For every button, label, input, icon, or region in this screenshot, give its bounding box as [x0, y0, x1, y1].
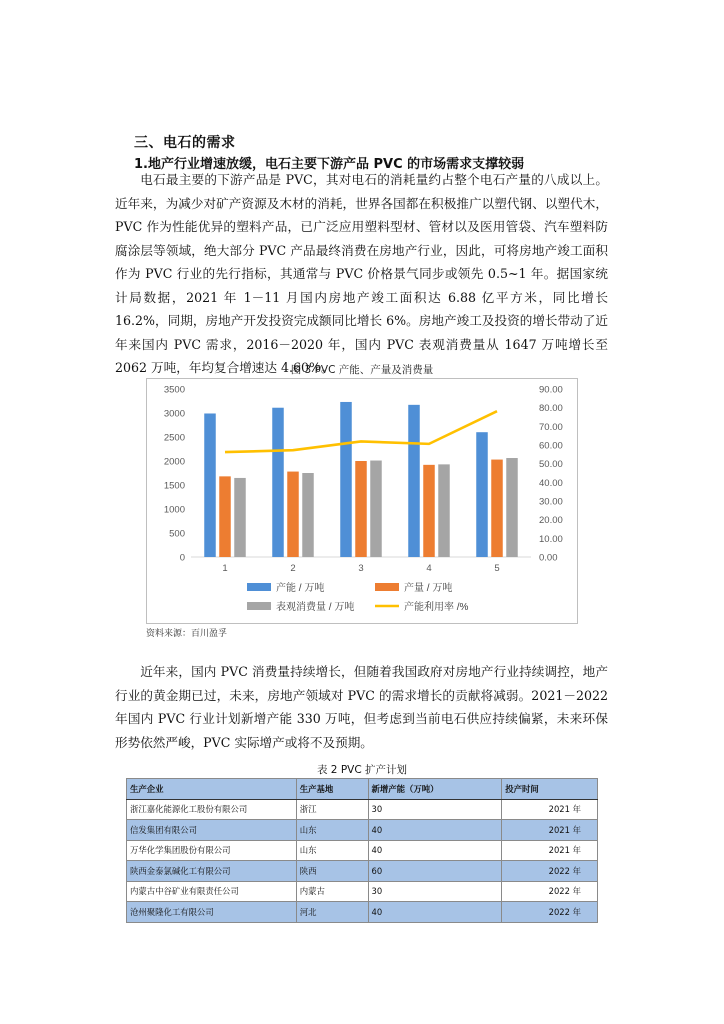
utilization-line — [225, 411, 497, 452]
cell-base: 山东 — [296, 840, 368, 861]
left-axis-tick-label: 500 — [169, 528, 185, 540]
x-axis-tick-label: 4 — [426, 563, 432, 574]
cell-capacity: 30 — [368, 799, 502, 820]
legend-label-4: 产能利用率 /% — [404, 602, 469, 613]
right-axis-tick-label: 20.00 — [539, 515, 563, 527]
bar-2-cat-3 — [355, 461, 367, 557]
x-axis-tick-label: 1 — [222, 563, 228, 574]
cell-company: 沧州聚隆化工有限公司 — [127, 902, 297, 923]
bar-3-cat-1 — [234, 478, 246, 557]
right-axis-tick-label: 30.00 — [539, 496, 563, 508]
bar-3-cat-4 — [438, 464, 450, 557]
table-header-row — [127, 779, 598, 800]
bar-2-cat-5 — [491, 460, 503, 557]
bar-3-cat-5 — [506, 458, 518, 557]
right-axis-tick-label: 10.00 — [539, 533, 563, 545]
cell-date: 2021 年 — [502, 799, 598, 820]
header-company: 生产企业 — [127, 779, 297, 800]
cell-capacity: 40 — [368, 820, 502, 841]
paragraph-text: 电石最主要的下游产品是 PVC，其对电石的消耗量约占整个电石产量的八成以上。近年来，为减少对矿产资源及木材的消耗，世界各国都在积极推广以塑代钢、以塑代木，PVC 作为性能优异的塑料产品，已广泛应用塑料型材、管材以及医用管袋、汽车塑料防腐涂层等领域，绝大部分 PVC 产品最终消费在房地产行业，因此，可将房地产竣工面积作为 PVC 行业的先行指标，其通常与 PVC 价格景气同步或领先 0.5~1 年。据国家统计局数据，2021 年 1－11 月国内房地产竣工面积达 6.88 亿平方米，同比增长 16.2%，同期，房地产开发投资完成额同比增长 6%。房地产竣工及投资的增长带动了近年来国内 PVC 需求，2016－2020 年，国内 PVC 表观消费量从 1647 万吨增长至 2062 万吨，年均复合增速达 4.60%。 — [115, 172, 608, 375]
cell-base: 陕西 — [296, 861, 368, 882]
chart-canvas — [147, 379, 577, 623]
legend-label-2: 产量 / 万吨 — [404, 583, 453, 594]
cell-base: 河北 — [296, 902, 368, 923]
header-base: 生产基地 — [296, 779, 368, 800]
left-axis-tick-label: 0 — [179, 552, 185, 564]
right-axis-tick-label: 80.00 — [539, 403, 563, 415]
right-axis-tick-label: 90.00 — [539, 384, 563, 396]
legend-swatch-3 — [247, 602, 271, 610]
bar-1-cat-4 — [408, 405, 420, 557]
table-row — [127, 881, 598, 902]
bar-1-cat-2 — [272, 408, 284, 557]
cell-date: 2022 年 — [502, 861, 598, 882]
left-axis-tick-label: 3000 — [163, 408, 185, 420]
legend-swatch-1 — [247, 583, 271, 591]
cell-company: 信发集团有限公司 — [127, 820, 297, 841]
bar-3-cat-2 — [302, 473, 314, 557]
cell-date: 2022 年 — [502, 881, 598, 902]
table-row — [127, 840, 598, 861]
table-caption: 表 2 PVC 扩产计划 — [316, 764, 408, 776]
bar-3-cat-3 — [370, 461, 382, 557]
legend-label-3: 表观消费量 / 万吨 — [276, 602, 355, 613]
bar-1-cat-1 — [204, 413, 216, 557]
left-axis-tick-label: 2000 — [163, 456, 185, 468]
left-axis-tick-label: 3500 — [163, 384, 185, 396]
cell-date: 2021 年 — [502, 820, 598, 841]
cell-company: 陕西金泰氯碱化工有限公司 — [127, 861, 297, 882]
paragraph-pvc-demand — [115, 168, 608, 380]
x-axis-tick-label: 2 — [290, 563, 296, 574]
header-capacity: 新增产能（万吨） — [368, 779, 502, 800]
legend-label-1: 产能 / 万吨 — [276, 583, 325, 594]
bar-2-cat-2 — [287, 472, 299, 557]
cell-date: 2022 年 — [502, 902, 598, 923]
left-axis-tick-label: 1500 — [163, 480, 185, 492]
right-axis-tick-label: 0.00 — [539, 552, 558, 564]
figure-source: 资料来源：百川盈孚 — [146, 629, 228, 639]
subsection-title: 1.地产行业增速放缓，电石主要下游产品 PVC 的市场需求支撑较弱 — [134, 157, 525, 172]
right-axis-tick-label: 60.00 — [539, 440, 563, 452]
cell-company: 内蒙古中谷矿业有限责任公司 — [127, 881, 297, 902]
paragraph-outlook — [115, 660, 608, 754]
table-row — [127, 861, 598, 882]
x-axis-tick-label: 5 — [494, 563, 500, 574]
cell-company: 万华化学集团股份有限公司 — [127, 840, 297, 861]
header-date: 投产时间 — [502, 779, 598, 800]
right-axis-tick-label: 40.00 — [539, 477, 563, 489]
bar-2-cat-1 — [219, 476, 231, 557]
section-title: 三、电石的需求 — [134, 135, 236, 151]
cell-base: 浙江 — [296, 799, 368, 820]
cell-capacity: 60 — [368, 861, 502, 882]
bar-1-cat-5 — [476, 432, 488, 557]
figure-caption: 图 3 PVC 产能、产量及消费量 — [290, 364, 434, 376]
legend-swatch-2 — [375, 583, 399, 591]
cell-base: 山东 — [296, 820, 368, 841]
expansion-table — [126, 778, 598, 923]
cell-base: 内蒙古 — [296, 881, 368, 902]
cell-capacity: 40 — [368, 902, 502, 923]
table-row — [127, 902, 598, 923]
left-axis-tick-label: 1000 — [163, 504, 185, 516]
left-axis-tick-label: 2500 — [163, 432, 185, 444]
pvc-chart — [146, 378, 578, 624]
bar-1-cat-3 — [340, 402, 352, 557]
paragraph-text: 近年来，国内 PVC 消费量持续增长，但随着我国政府对房地产行业持续调控，地产行业的黄金期已过，未来，房地产领域对 PVC 的需求增长的贡献将减弱。2021－2022 年国内 PVC 行业计划新增产能 330 万吨，但考虑到当前电石供应持续偏紧，未来环保形势依然严峻，PVC 实际增产或将不及预期。 — [115, 664, 608, 750]
right-axis-tick-label: 70.00 — [539, 421, 563, 433]
x-axis-tick-label: 3 — [358, 563, 364, 574]
cell-date: 2021 年 — [502, 840, 598, 861]
table-row — [127, 820, 598, 841]
right-axis-tick-label: 50.00 — [539, 459, 563, 471]
cell-capacity: 30 — [368, 881, 502, 902]
cell-capacity: 40 — [368, 840, 502, 861]
bar-2-cat-4 — [423, 465, 435, 557]
cell-company: 浙江嘉化能源化工股份有限公司 — [127, 799, 297, 820]
table-row — [127, 799, 598, 820]
